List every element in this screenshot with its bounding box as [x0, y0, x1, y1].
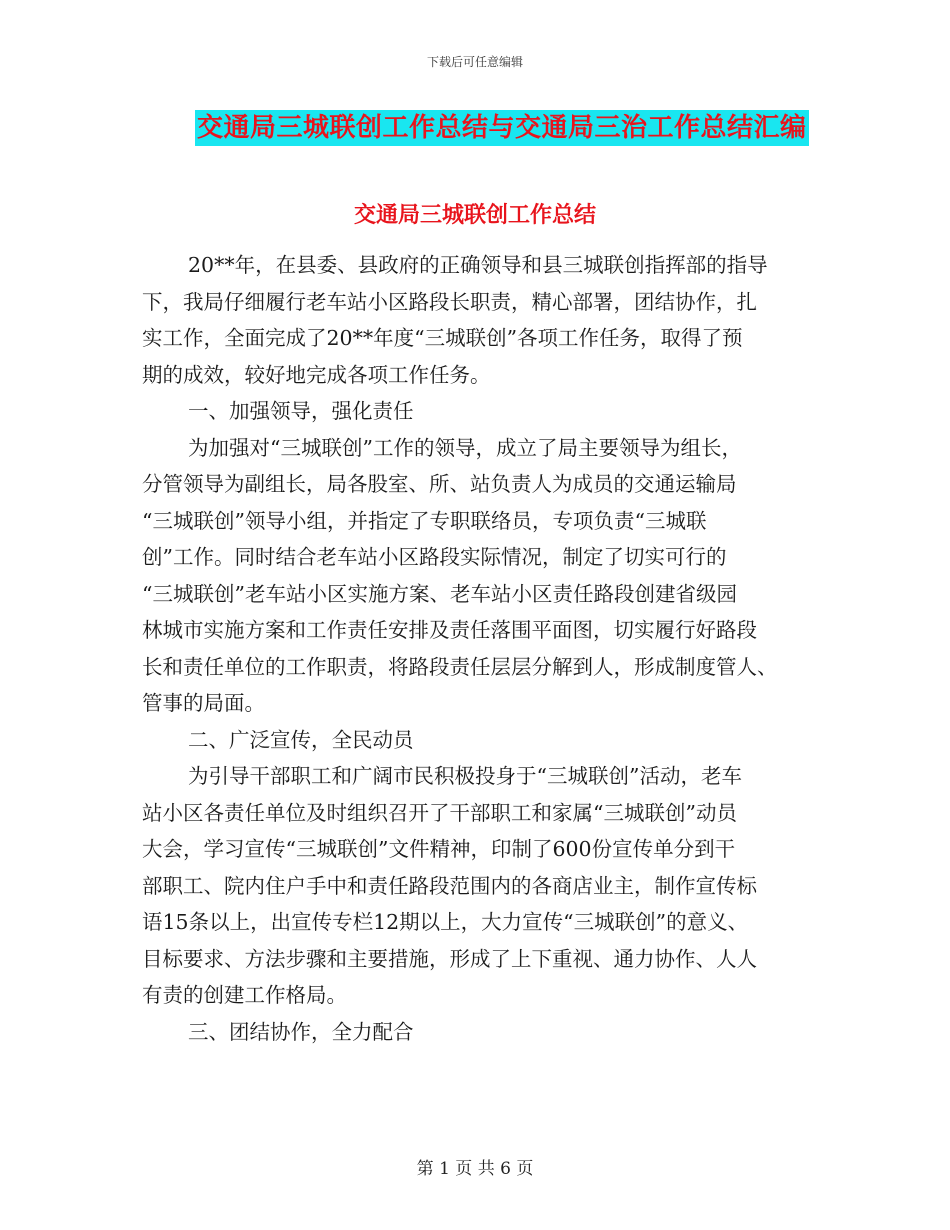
page-footer: 第 1 页 共 6 页: [416, 1159, 534, 1179]
text-line: 目标要求、方法步骤和主要措施，形成了上下重视、通力协作、人人: [142, 946, 757, 971]
text-line: 部职工、院内住户手中和责任路段范围内的各商店业主，制作宣传标: [142, 873, 757, 898]
text-line: 林城市实施方案和工作责任安排及责任落围平面图，切实履行好路段: [142, 618, 757, 642]
header-note: 下载后可任意编辑: [426, 55, 523, 69]
text-line: 有责的创建工作格局。: [142, 983, 347, 1007]
text-line: 站小区各责任单位及时组织召开了干部职工和家属“三城联创”动员: [142, 800, 737, 825]
section-title: 交通局三城联创工作总结: [353, 203, 596, 228]
text-line: “三城联创”领导小组，并指定了专职联络员，专项负责“三城联: [142, 508, 707, 533]
text-line: 二、广泛宣传，全民动员: [188, 727, 414, 752]
text-line: 为加强对“三城联创”工作的领导，成立了局主要领导为组长，: [188, 435, 742, 460]
text-line: 下，我局仔细履行老车站小区路段长职责，精心部署，团结协作，扎: [142, 289, 757, 314]
text-line: “三城联创”老车站小区实施方案、老车站小区责任路段创建省级园: [142, 581, 737, 606]
main-title-container: [195, 110, 809, 146]
text-line: 语15条以上，出宣传专栏12期以上，大力宣传“三城联创”的意义、: [142, 910, 749, 934]
text-line: 三、团结协作，全力配合: [188, 1019, 414, 1044]
text-line: 一、加强领导，强化责任: [188, 399, 414, 423]
body-text: [142, 247, 810, 1050]
text-line: 为引导干部职工和广阔市民积极投身于“三城联创”活动，老车: [188, 764, 742, 788]
text-line: 期的成效，较好地完成各项工作任务。: [142, 362, 491, 387]
text-line: 大会，学习宣传“三城联创”文件精神，印制了600份宣传单分到干: [142, 837, 736, 861]
text-line: 创”工作。同时结合老车站小区路段实际情况，制定了切实可行的: [142, 545, 727, 569]
text-line: 20**年，在县委、县政府的正确领导和县三城联创指挥部的指导: [188, 253, 768, 277]
text-line: 长和责任单位的工作职责，将路段责任层层分解到人，形成制度管人、: [142, 654, 778, 679]
text-line: 实工作，全面完成了20**年度“三城联创”各项工作任务，取得了预: [142, 326, 743, 350]
text-line: 管事的局面。: [142, 691, 265, 715]
main-title: 交通局三城联创工作总结与交通局三治工作总结汇编: [195, 110, 809, 146]
text-line: 分管领导为副组长，局各股室、所、站负责人为成员的交通运输局: [142, 472, 737, 496]
